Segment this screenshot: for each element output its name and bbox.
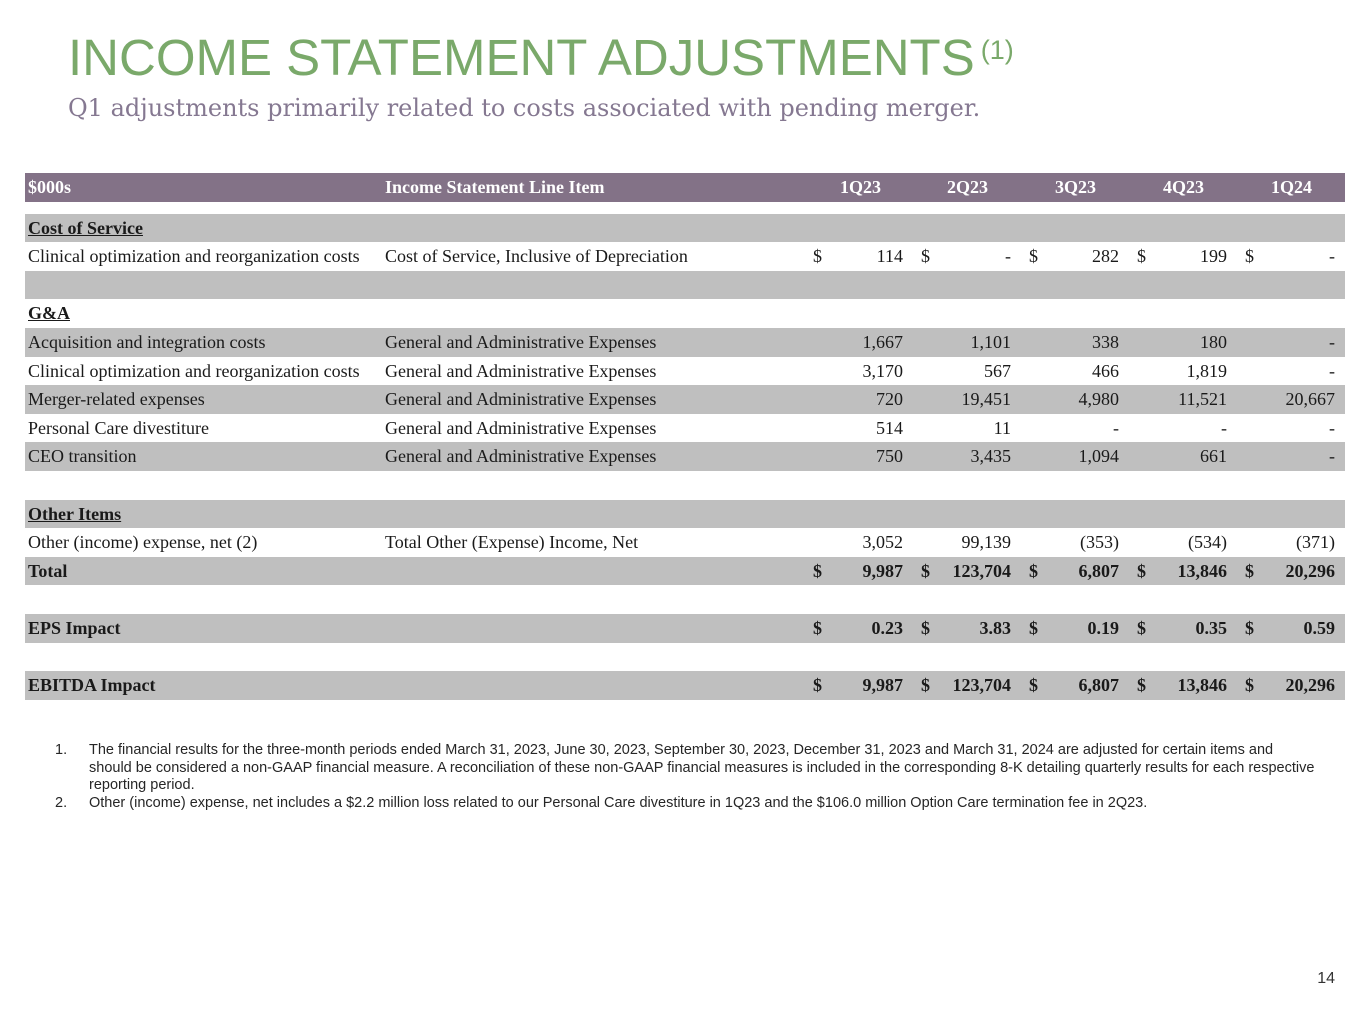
table-row	[25, 242, 1345, 271]
row-label: Total	[28, 560, 68, 581]
adjustments-table	[25, 173, 1345, 700]
cell-value: 13,846	[1177, 675, 1227, 696]
cell-value: 99,139	[961, 532, 1011, 553]
cell-value: -	[1221, 417, 1227, 438]
cell-value: 114	[876, 246, 903, 267]
table-header-row	[25, 173, 1345, 202]
cell-value: 123,704	[952, 675, 1011, 696]
cell-value: 6,807	[1078, 675, 1119, 696]
currency-symbol: $	[1137, 617, 1146, 638]
cell-value: 466	[1092, 360, 1119, 381]
page-title	[68, 28, 1014, 88]
currency-symbol: $	[921, 246, 930, 267]
cell-value: 11,521	[1178, 389, 1227, 410]
cell-value: 13,846	[1177, 560, 1227, 581]
cell-value: 1,101	[970, 331, 1011, 352]
row-line-item: Cost of Service, Inclusive of Depreciation	[385, 246, 688, 267]
cell-value: 9,987	[862, 675, 903, 696]
page-number: 14	[1317, 970, 1335, 987]
currency-symbol: $	[921, 560, 930, 581]
header-period: 4Q23	[1163, 177, 1205, 197]
currency-symbol: $	[1245, 675, 1254, 696]
cell-value: -	[1329, 417, 1335, 438]
cell-value: 750	[876, 446, 903, 467]
footnote-text: Other (income) expense, net includes a $2.2 million loss related to our Personal Care divestiture in 1Q23 and the $106.0 million Option Care termination fee in 2Q23.	[89, 794, 1148, 811]
row-label: CEO transition	[28, 446, 137, 467]
cell-value: 720	[876, 389, 903, 410]
section-heading-row	[25, 214, 1345, 243]
currency-symbol: $	[1029, 246, 1038, 267]
header-unit: $000s	[28, 177, 72, 197]
currency-symbol: $	[1245, 617, 1254, 638]
currency-symbol: $	[1029, 617, 1038, 638]
cell-value: 199	[1200, 246, 1227, 267]
table-row	[25, 357, 1345, 386]
cell-value: 20,667	[1285, 389, 1335, 410]
currency-symbol: $	[813, 246, 822, 267]
row-label: Personal Care divestiture	[28, 417, 209, 438]
cell-value: -	[1329, 246, 1335, 267]
row-label: Clinical optimization and reorganization costs	[28, 360, 360, 381]
currency-symbol: $	[813, 560, 822, 581]
currency-symbol: $	[1137, 246, 1146, 267]
cell-value: 0.23	[871, 617, 903, 638]
cell-value: 180	[1200, 331, 1227, 352]
section-heading-row	[25, 500, 1345, 529]
row-label: Merger-related expenses	[28, 389, 205, 410]
cell-value: 4,980	[1078, 389, 1119, 410]
footnote-number: 1.	[55, 742, 68, 758]
row-line-item: General and Administrative Expenses	[385, 331, 657, 352]
row-line-item: General and Administrative Expenses	[385, 389, 657, 410]
currency-symbol: $	[1137, 675, 1146, 696]
footnote	[55, 742, 1315, 795]
currency-symbol: $	[921, 617, 930, 638]
spacer	[25, 202, 1345, 214]
cell-value: (353)	[1080, 532, 1119, 553]
row-label: Other (income) expense, net (2)	[28, 532, 258, 553]
row-line-item: General and Administrative Expenses	[385, 360, 657, 381]
section-heading: Cost of Service	[28, 217, 143, 238]
cell-value: 3,170	[862, 360, 903, 381]
cell-value: 3.83	[979, 617, 1011, 638]
currency-symbol: $	[1137, 560, 1146, 581]
blank-band-row	[25, 271, 1345, 300]
cell-value: 20,296	[1285, 675, 1335, 696]
cell-value: 282	[1092, 246, 1119, 267]
cell-value: -	[1329, 446, 1335, 467]
page-subtitle: Q1 adjustments primarily related to costs associated with pending merger.	[68, 94, 981, 122]
cell-value: 1,667	[862, 331, 903, 352]
row-label: Clinical optimization and reorganization costs	[28, 246, 360, 267]
cell-value: 11	[993, 417, 1011, 438]
blank-row	[25, 585, 1345, 614]
currency-symbol: $	[1029, 560, 1038, 581]
table-row	[25, 528, 1345, 557]
cell-value: -	[1005, 246, 1011, 267]
row-label: Acquisition and integration costs	[28, 331, 266, 352]
cell-value: -	[1113, 417, 1119, 438]
cell-value: 3,052	[862, 532, 903, 553]
cell-value: 1,094	[1078, 446, 1119, 467]
table-row	[25, 328, 1345, 357]
title-text: INCOME STATEMENT ADJUSTMENTS	[68, 29, 975, 86]
header-period: 2Q23	[947, 177, 989, 197]
currency-symbol: $	[1029, 675, 1038, 696]
table-row	[25, 385, 1345, 414]
total-row	[25, 557, 1345, 586]
cell-value: 567	[984, 360, 1011, 381]
cell-value: (534)	[1188, 532, 1227, 553]
cell-value: 123,704	[952, 560, 1011, 581]
cell-value: 1,819	[1186, 360, 1227, 381]
cell-value: 0.19	[1087, 617, 1119, 638]
cell-value: 661	[1200, 446, 1227, 467]
cell-value: 0.35	[1195, 617, 1227, 638]
row-line-item: General and Administrative Expenses	[385, 446, 657, 467]
header-period: 1Q24	[1271, 177, 1313, 197]
section-heading-row	[25, 299, 1345, 328]
row-label: EBITDA Impact	[28, 675, 156, 696]
currency-symbol: $	[921, 675, 930, 696]
section-heading: Other Items	[28, 503, 122, 524]
table-row	[25, 442, 1345, 471]
cell-value: -	[1329, 360, 1335, 381]
cell-value: 514	[876, 417, 903, 438]
currency-symbol: $	[1245, 246, 1254, 267]
cell-value: 0.59	[1303, 617, 1335, 638]
currency-symbol: $	[813, 675, 822, 696]
cell-value: 20,296	[1285, 560, 1335, 581]
cell-value: 19,451	[961, 389, 1011, 410]
cell-value: -	[1329, 331, 1335, 352]
cell-value: 6,807	[1078, 560, 1119, 581]
blank-row	[25, 471, 1345, 500]
footnote-text: The financial results for the three-month periods ended March 31, 2023, June 30, 2023, September 30, 2023, December 31, 2023 and March 31, 2024 are adjusted for certain items and should be considered a non-GAAP financial measure. A reconciliation of these non-GAAP financial measures is included in the corresponding 8-K detailing quarterly results for each respective reporting period.	[89, 742, 1315, 793]
row-line-item: General and Administrative Expenses	[385, 417, 657, 438]
footnote-number: 2.	[55, 794, 68, 811]
header-period: 3Q23	[1055, 177, 1097, 197]
row-line-item: Total Other (Expense) Income, Net	[385, 532, 639, 553]
row-label: EPS Impact	[28, 617, 121, 638]
cell-value: 9,987	[862, 560, 903, 581]
footnotes	[55, 742, 1315, 812]
blank-row	[25, 643, 1345, 672]
cell-value: 338	[1092, 331, 1119, 352]
header-period: 1Q23	[840, 177, 882, 197]
footnote	[55, 795, 1315, 813]
title-footnote-ref: (1)	[980, 35, 1014, 65]
currency-symbol: $	[813, 617, 822, 638]
header-line-item: Income Statement Line Item	[385, 177, 605, 197]
cell-value: 3,435	[970, 446, 1011, 467]
cell-value: (371)	[1296, 532, 1335, 553]
eps-impact-row	[25, 614, 1345, 643]
table-row	[25, 414, 1345, 443]
section-heading: G&A	[28, 303, 70, 324]
ebitda-impact-row	[25, 671, 1345, 700]
currency-symbol: $	[1245, 560, 1254, 581]
